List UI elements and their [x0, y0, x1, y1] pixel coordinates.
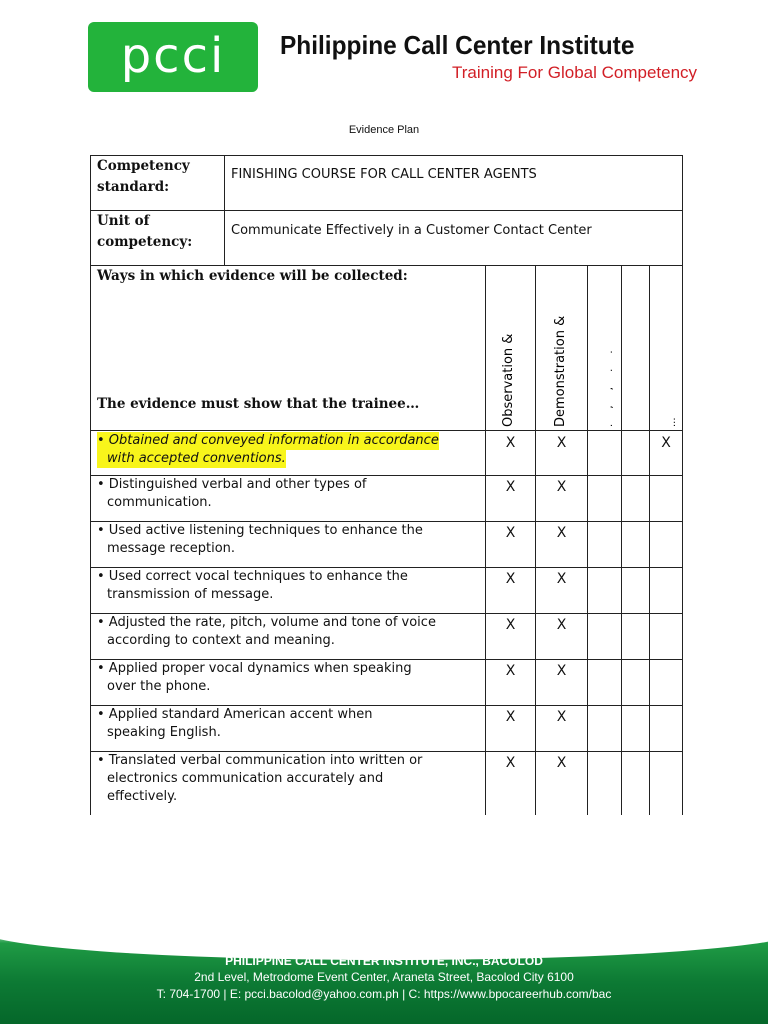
evidence-mark: X	[556, 617, 567, 633]
method-header-truncated: . , , . .	[604, 344, 615, 427]
table-divider	[224, 155, 225, 265]
competency-label	[97, 156, 190, 198]
criterion-line: • Adjusted the rate, pitch, volume and tone of voice	[97, 615, 436, 630]
evidence-mark: X	[556, 709, 567, 725]
criterion-line: according to context and meaning.	[107, 633, 335, 648]
competency-label-line: Competency	[97, 158, 190, 174]
criterion-line: • Obtained and conveyed information in accordance	[97, 433, 439, 448]
criterion-text	[97, 752, 422, 806]
criterion-line: • Used correct vocal techniques to enhance the	[97, 569, 408, 584]
method-header-observation: Observation &	[501, 333, 516, 427]
criterion-line: • Applied standard American accent when	[97, 707, 373, 722]
table-divider	[649, 265, 650, 815]
criterion-line: speaking English.	[107, 725, 221, 740]
table-divider	[621, 265, 622, 815]
criterion-line: transmission of message.	[107, 587, 274, 602]
criterion-text	[97, 568, 408, 604]
unit-label-line: Unit of	[97, 213, 150, 229]
logo-text: pcci	[120, 28, 226, 84]
table-divider	[587, 265, 588, 815]
criterion-line: with accepted conventions.	[97, 450, 286, 468]
footer-contact: T: 704-1700 | E: pcci.bacolod@yahoo.com.ph | C: https://www.bpocareerhub.com/bac	[156, 987, 612, 1001]
pcci-logo	[88, 22, 258, 92]
evidence-show-label: The evidence must show that the trainee…	[97, 396, 420, 412]
criterion-line: effectively.	[107, 789, 178, 804]
criterion-text	[97, 706, 372, 742]
evidence-mark: X	[505, 755, 516, 771]
criterion-text	[97, 614, 436, 650]
method-header-truncated: ...	[667, 417, 678, 427]
table-divider	[90, 430, 682, 431]
evidence-mark: X	[505, 663, 516, 679]
document-title: Evidence Plan	[348, 124, 420, 136]
evidence-mark: X	[556, 571, 567, 587]
table-border	[682, 155, 683, 815]
evidence-mark: X	[556, 479, 567, 495]
footer-wave	[0, 900, 768, 960]
evidence-mark: X	[505, 435, 516, 451]
evidence-mark: X	[505, 617, 516, 633]
evidence-mark: X	[556, 525, 567, 541]
criterion-line: • Used active listening techniques to enhance the	[97, 523, 423, 538]
criterion-line: • Translated verbal communication into written or	[97, 753, 423, 768]
footer-org-name: PHILIPPINE CALL CENTER INSTITUTE, INC., BACOLOD	[225, 954, 543, 968]
evidence-mark: X	[556, 755, 567, 771]
method-header-demonstration: Demonstration &	[553, 315, 568, 427]
ways-label: Ways in which evidence will be collected:	[97, 268, 408, 284]
unit-label-line: competency:	[97, 234, 193, 250]
evidence-mark: X	[505, 709, 516, 725]
criterion-line: message reception.	[107, 541, 236, 556]
competency-label-line: standard:	[97, 179, 170, 195]
criterion-text	[97, 476, 366, 512]
evidence-mark: X	[505, 525, 516, 541]
competency-value: FINISHING COURSE FOR CALL CENTER AGENTS	[231, 167, 537, 182]
evidence-mark: X	[556, 435, 567, 451]
evidence-mark: X	[556, 663, 567, 679]
criterion-line: communication.	[107, 495, 212, 510]
criterion-line: • Applied proper vocal dynamics when speaking	[97, 661, 412, 676]
criterion-line: electronics communication accurately and	[107, 771, 384, 786]
table-border	[90, 155, 91, 815]
org-name: Philippine Call Center Institute	[280, 30, 635, 60]
evidence-mark: X	[505, 571, 516, 587]
criterion-line: over the phone.	[107, 679, 211, 694]
unit-value: Communicate Effectively in a Customer Contact Center	[231, 223, 592, 238]
criterion-text	[97, 522, 423, 558]
unit-label	[97, 211, 192, 253]
evidence-mark: X	[661, 435, 671, 451]
footer-address: 2nd Level, Metrodome Event Center, Araneta Street, Bacolod City 6100	[194, 970, 574, 984]
criterion-text	[97, 660, 412, 696]
evidence-mark: X	[505, 479, 516, 495]
org-tagline: Training For Global Competency	[452, 63, 698, 82]
criterion-line: • Distinguished verbal and other types of	[97, 477, 367, 492]
